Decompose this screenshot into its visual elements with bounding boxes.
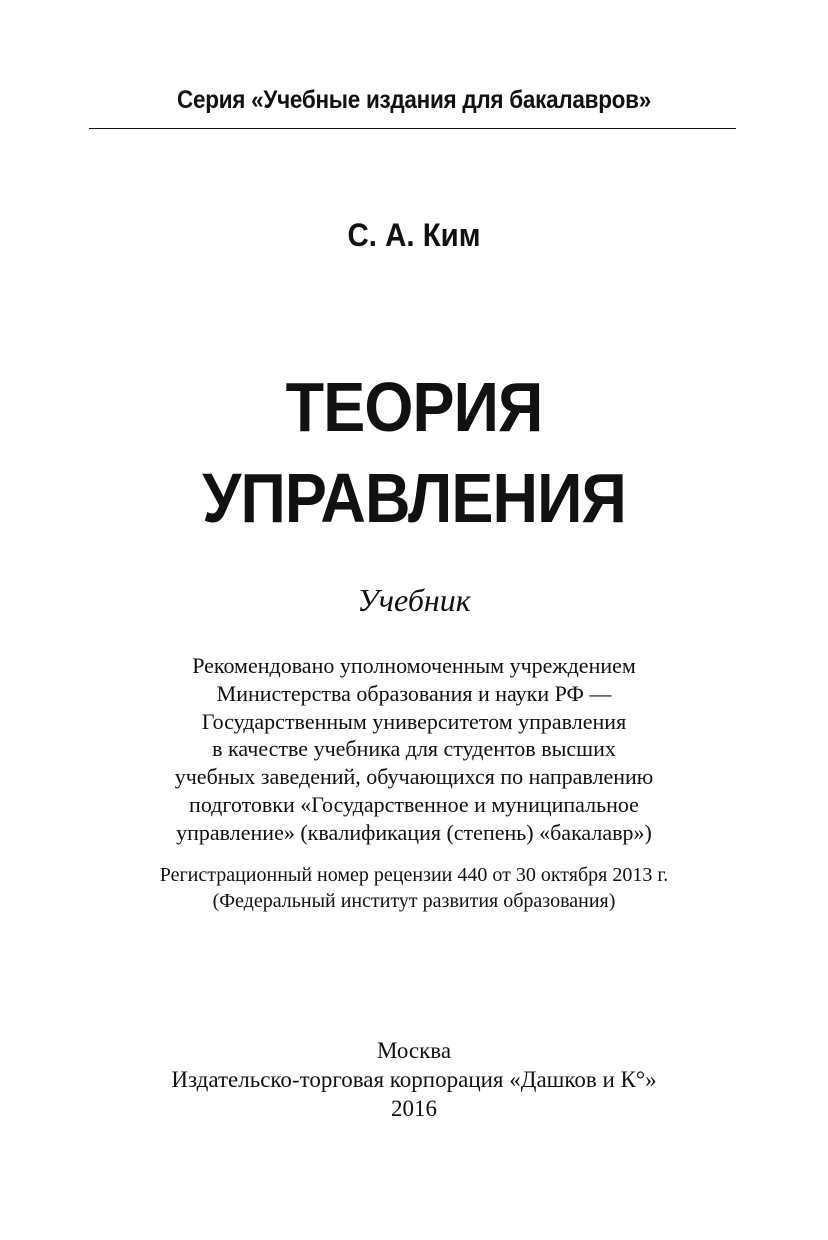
series-title: Серия «Учебные издания для бакалавров» <box>177 86 651 114</box>
header-divider <box>89 128 736 129</box>
registration-line: Регистрационный номер рецензии 440 от 30 октября 2013 г. <box>159 864 669 886</box>
publication-year: 2016 <box>391 1096 437 1121</box>
book-title-line-2: УПРАВЛЕНИЯ <box>202 459 626 537</box>
book-type: Учебник <box>357 582 471 618</box>
publisher-block <box>0 1036 828 1123</box>
approval-line: Рекомендовано уполномоченным учреждением <box>192 653 636 678</box>
approval-line: подготовки «Государственное и муниципальное <box>189 791 639 817</box>
author-name: С. А. Ким <box>347 217 481 253</box>
approval-line: Государственным университетом управления <box>201 708 627 734</box>
publisher-city: Москва <box>376 1038 452 1063</box>
publisher-name: Издательско-торговая корпорация «Дашков и К°» <box>171 1067 657 1092</box>
book-title-line-1: ТЕОРИЯ <box>285 368 543 446</box>
approval-statement <box>0 652 828 847</box>
approval-line: в качестве учебника для студентов высших <box>212 736 616 762</box>
approval-line: управление» (квалификация (степень) «бакалавр») <box>176 819 652 845</box>
approval-line: учебных заведений, обучающихся по направлению <box>174 764 654 790</box>
registration-line: (Федеральный институт развития образования) <box>212 890 616 912</box>
registration-note <box>0 862 828 914</box>
approval-line: Министерства образования и науки РФ — <box>216 680 612 706</box>
